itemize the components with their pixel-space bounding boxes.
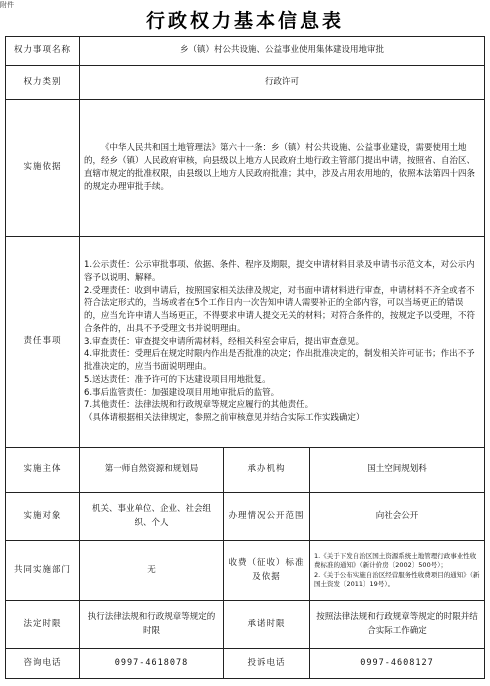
duty-item: 6.事后监管责任：加强建设项目用地审批后的监管。 — [84, 387, 280, 398]
label-consult-phone: 咨询电话 — [6, 649, 80, 679]
duty-item: 1.公示责任：公示审批事项、依据、条件、程序及期限，提交申请材料目录及申请书示范文本，对公示内容予以说明、解释。 — [84, 260, 475, 283]
label-complaint-phone: 投诉电话 — [224, 649, 310, 679]
value-complaint-phone: 0997-4608127 — [310, 649, 485, 679]
duty-item: 2.受理责任：收到申请后，按照国家相关法律及规定，对书面申请材料进行审查，申请材料不齐全或者不符合法定形式的，当场或者在5个工作日内一次告知申请人需要补正的全部内容，可以当场更正的错误的，应当允许申请人当场更正，不得要求申请人提交无关的材料；对符合条件的，按规定予以受理，不符合条件的，出具不予受理文书并说明理由。 — [84, 285, 476, 334]
label-promise: 承诺时限 — [224, 601, 310, 649]
value-duties — [80, 237, 485, 448]
label-basis: 实施依据 — [6, 100, 80, 237]
value-consult-phone: 0997-4618078 — [80, 649, 224, 679]
corner-mark: 附件 — [0, 1, 14, 9]
row-subject — [6, 448, 485, 493]
value-subject: 第一师自然资源和规划局 — [80, 448, 224, 493]
value-joint: 无 — [80, 541, 224, 601]
value-organizer: 国土空间规划科 — [310, 448, 485, 493]
value-basis: 《中华人民共和国土地管理法》第六十一条：乡（镇）村公共设施、公益事业建设，需要使用土地的，经乡（镇）人民政府审核，向县级以上地方人民政府土地行政主管部门提出申请，按照省、自治区、直辖市规定的批准权限，由县级以上地方人民政府批准；其中，涉及占用农用地的，依照本法第四十四条的规定办理审批手续。 — [80, 100, 485, 237]
value-target: 机关、事业单位、企业、社会组织、个人 — [80, 493, 224, 541]
value-fee: 1.《关于下发自治区国土资源系统土地管理行政事业性收费标准的通知》（新计价房〔2002〕500号）； 2.《关于公布实施自治区经营服务性收费项目的通知》（新国土资发〔2011〕19号）。 — [310, 541, 485, 601]
row-basis — [6, 100, 485, 237]
row-name — [6, 37, 485, 66]
value-promise: 按照法律法规和行政规章等规定的时限并结合实际工作确定 — [310, 601, 485, 649]
label-disclosure: 办理情况公开范围 — [224, 493, 310, 541]
label-joint: 共同实施部门 — [6, 541, 80, 601]
row-deadline — [6, 601, 485, 649]
label-deadline: 法定时限 — [6, 601, 80, 649]
row-category — [6, 66, 485, 100]
label-name: 权力事项名称 — [6, 37, 80, 66]
label-duties: 责任事项 — [6, 237, 80, 448]
row-target — [6, 493, 485, 541]
duty-item: 4.审批责任：受理后在规定时限内作出是否批准的决定；作出批准决定的，制发相关许可证书；作出不予批准决定的，应当书面说明理由。 — [84, 349, 475, 373]
row-contact — [6, 649, 485, 679]
value-deadline: 执行法律法规和行政规章等规定的时限 — [80, 601, 224, 649]
label-fee: 收费（征收）标准及依据 — [224, 541, 310, 601]
duty-item: 7.其他责任：法律法规和行政规章等规定应履行的其他责任。 — [84, 400, 314, 411]
label-organizer: 承办机构 — [224, 448, 310, 493]
row-joint — [6, 541, 485, 601]
duty-item: （具体请根据相关法律规定，参照之前审核意见并结合实际工作实践确定） — [84, 413, 365, 424]
value-disclosure: 向社会公开 — [310, 493, 485, 541]
value-category: 行政许可 — [80, 66, 485, 100]
page-title: 行政权力基本信息表 — [145, 10, 344, 32]
label-subject: 实施主体 — [6, 448, 80, 493]
duty-item: 5.送达责任：准予许可的下达建设项目用地批复。 — [84, 374, 271, 385]
label-target: 实施对象 — [6, 493, 80, 541]
label-category: 权力类别 — [6, 66, 80, 100]
duty-item: 3.审查责任：审查提交申请所需材料，经相关科室会审后，提出审查意见。 — [84, 336, 365, 347]
value-name: 乡（镇）村公共设施、公益事业使用集体建设用地审批 — [80, 37, 485, 66]
row-duties — [6, 237, 485, 448]
info-table — [5, 36, 485, 679]
